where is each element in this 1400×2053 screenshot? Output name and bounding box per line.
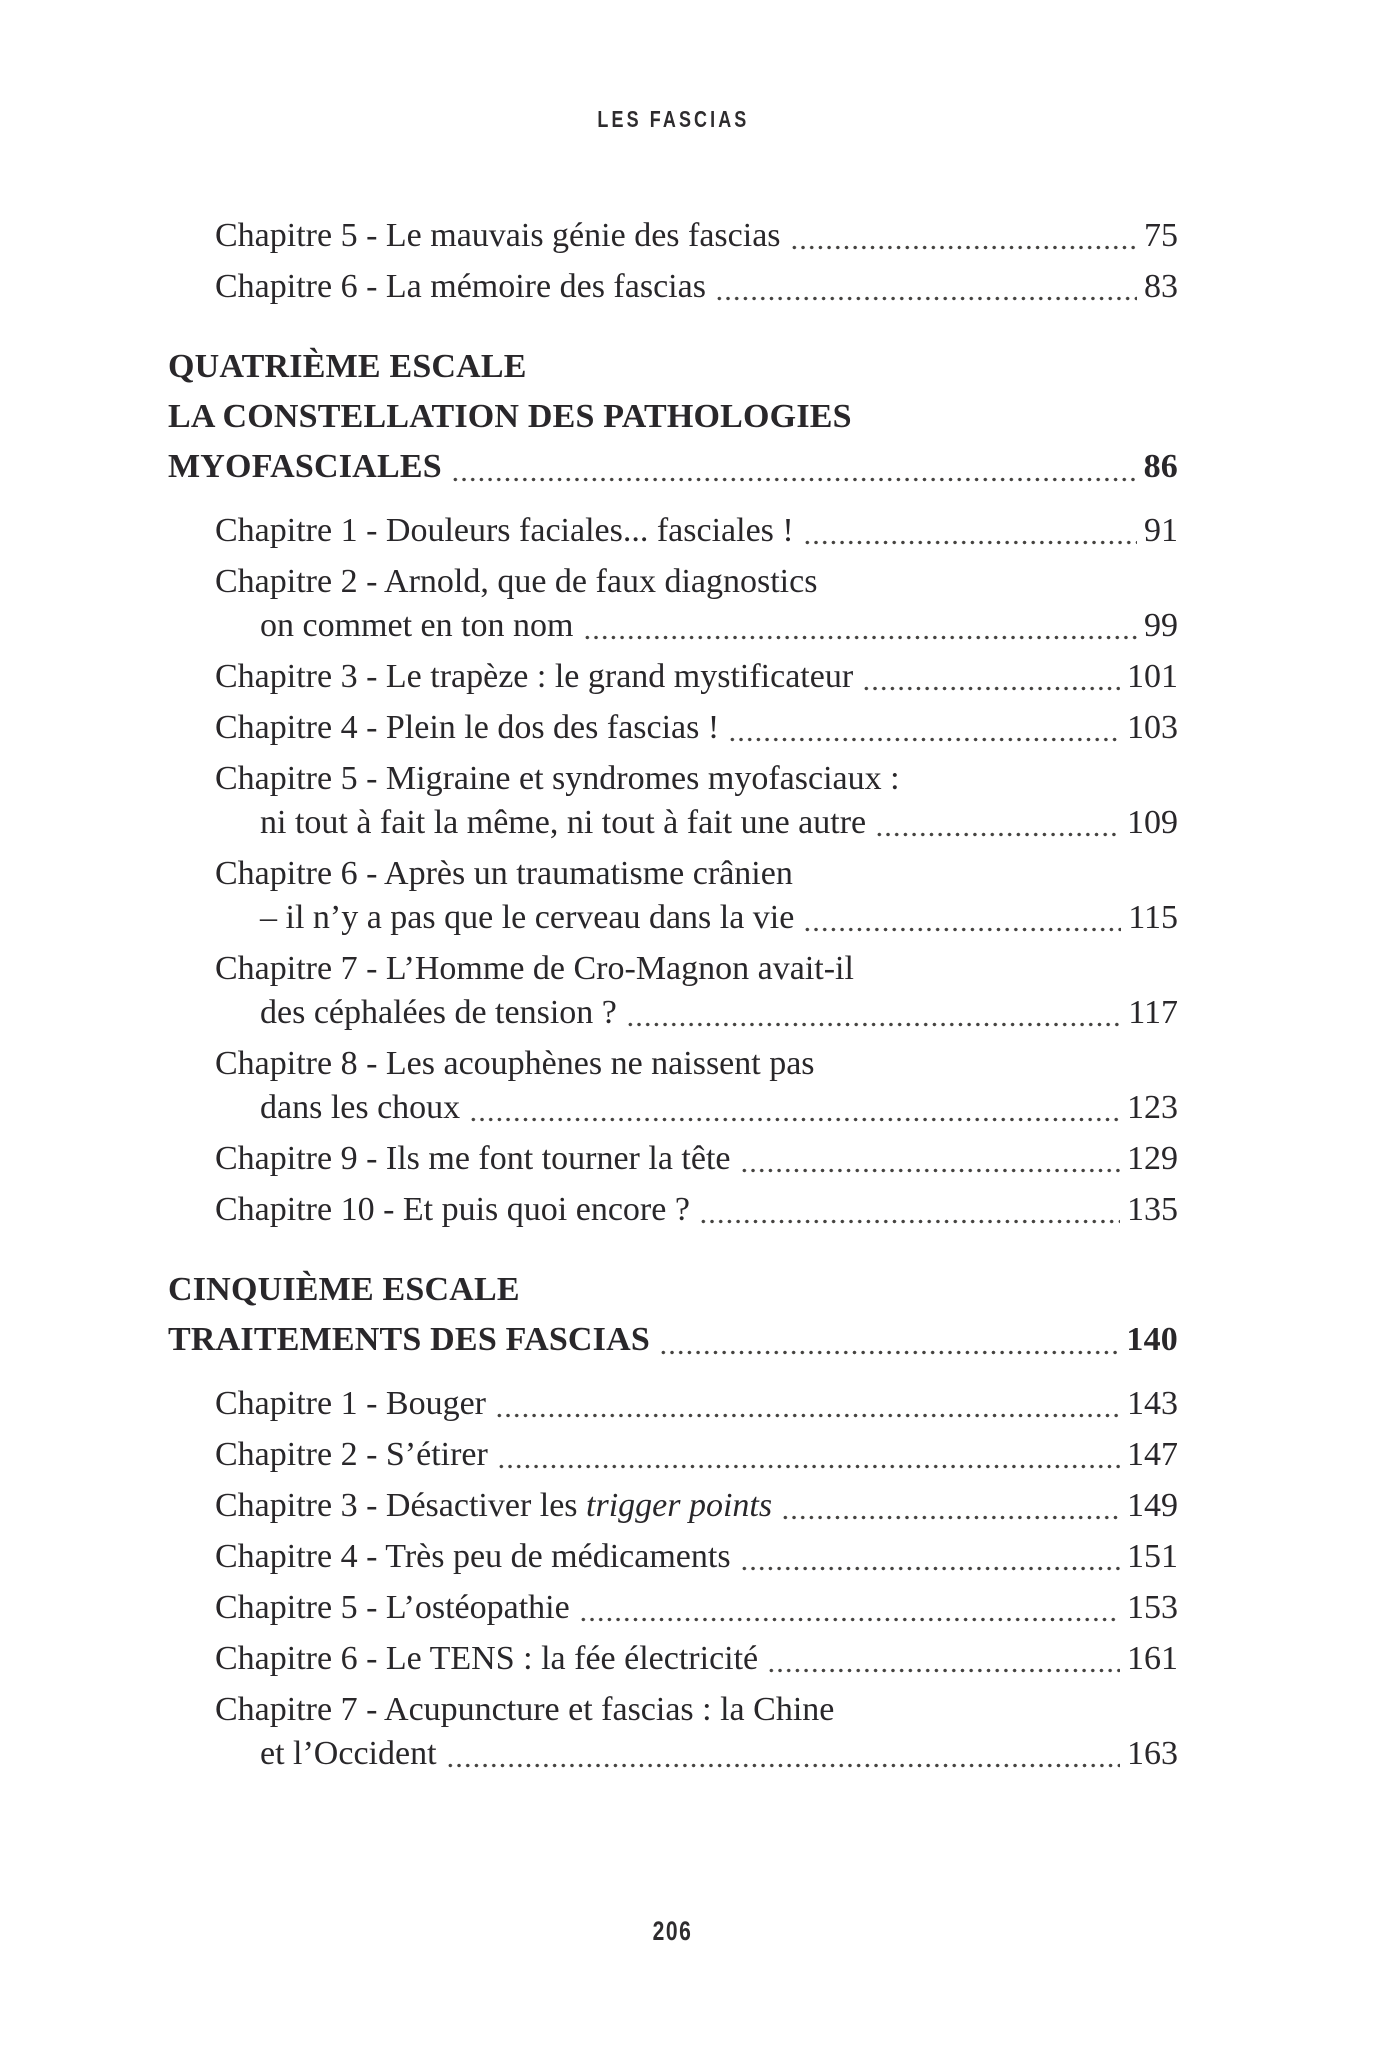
toc-entry (168, 560, 1178, 648)
dot-leader (740, 1168, 1121, 1173)
dot-leader (495, 1413, 1120, 1418)
toc-entry-row (168, 991, 1178, 1035)
page-footer (168, 1916, 1178, 1947)
toc-entry-line: Chapitre 8 - Les acouphènes ne naissent pas (215, 1045, 815, 1082)
dot-leader (875, 832, 1120, 837)
dot-leader (469, 1117, 1120, 1122)
running-head (168, 106, 1178, 133)
page-number: 151 (1127, 1538, 1178, 1575)
dot-leader (740, 1566, 1120, 1571)
toc-entry-row (168, 706, 1178, 750)
toc-entry (168, 1586, 1178, 1630)
toc-entry-row (168, 265, 1178, 309)
toc-entry-title: Chapitre 6 - La mémoire des fascias (215, 268, 706, 305)
toc-entry (168, 509, 1178, 553)
table-of-contents (168, 214, 1178, 1783)
section-heading-row (168, 442, 1178, 492)
page-number: 86 (1143, 448, 1178, 485)
toc-section (168, 214, 1178, 309)
page-number: 135 (1127, 1191, 1178, 1228)
page-number: 91 (1144, 512, 1178, 549)
toc-entry (168, 265, 1178, 309)
toc-entry-title: – il n’y a pas que le cerveau dans la vie (260, 899, 795, 936)
section-heading-line: CINQUIÈME ESCALE (168, 1271, 520, 1308)
page-number: 83 (1144, 268, 1178, 305)
dot-leader (451, 477, 1137, 482)
dot-leader (790, 245, 1137, 250)
toc-entry-title: ni tout à fait la même, ni tout à fait une autre (260, 804, 867, 841)
page-number: 163 (1127, 1735, 1178, 1772)
toc-entry-row (168, 1433, 1178, 1477)
toc-entry-line: Chapitre 7 - Acupuncture et fascias : la Chine (215, 1691, 835, 1728)
toc-entry (168, 706, 1178, 750)
toc-entry-row (168, 1586, 1178, 1630)
toc-entry-title: Chapitre 1 - Douleurs faciales... fasciales ! (215, 512, 794, 549)
toc-entry-title: et l’Occident (260, 1735, 437, 1772)
toc-entry-title: Chapitre 5 - L’ostéopathie (215, 1589, 570, 1626)
page-number: 75 (1144, 217, 1178, 254)
dot-leader (728, 737, 1120, 742)
dot-leader (699, 1219, 1120, 1224)
dot-leader (659, 1350, 1119, 1355)
toc-entry (168, 1433, 1178, 1477)
toc-entry (168, 757, 1178, 845)
page-number: 149 (1127, 1487, 1178, 1524)
toc-entry-row (168, 214, 1178, 258)
book-title: LES FASCIAS (597, 106, 749, 132)
page-number: 123 (1127, 1089, 1178, 1126)
toc-entry-row (168, 1137, 1178, 1181)
toc-entry (168, 1137, 1178, 1181)
page-number: 143 (1127, 1385, 1178, 1422)
toc-entry-row (168, 1382, 1178, 1426)
toc-entry-title: Chapitre 1 - Bouger (215, 1385, 486, 1422)
toc-entry-row (168, 1188, 1178, 1232)
dot-leader (497, 1464, 1120, 1469)
page-number: 129 (1127, 1140, 1178, 1177)
section-heading-title: MYOFASCIALES (168, 448, 442, 485)
toc-entry-line: Chapitre 2 - Arnold, que de faux diagnostics (215, 563, 818, 600)
toc-entry-title: dans les choux (260, 1089, 461, 1126)
dot-leader (626, 1022, 1121, 1027)
toc-entry-row (168, 1484, 1178, 1528)
toc-entry-title: Chapitre 2 - S’étirer (215, 1436, 488, 1473)
toc-entry (168, 1688, 1178, 1776)
toc-entry-title: Chapitre 6 - Le TENS : la fée électricité (215, 1640, 759, 1677)
section-heading-title: TRAITEMENTS DES FASCIAS (168, 1321, 650, 1358)
section-chapters (168, 214, 1178, 309)
dot-leader (781, 1515, 1120, 1520)
dot-leader (803, 540, 1137, 545)
toc-entry (168, 655, 1178, 699)
dot-leader (583, 635, 1137, 640)
toc-entry (168, 1382, 1178, 1426)
page-number: 103 (1127, 709, 1178, 746)
toc-entry-title: des céphalées de tension ? (260, 994, 617, 1031)
toc-entry-title: Chapitre 3 - Désactiver les trigger points (215, 1487, 773, 1524)
toc-entry (168, 852, 1178, 940)
toc-entry-title: Chapitre 4 - Très peu de médicaments (215, 1538, 731, 1575)
page-number: 153 (1127, 1589, 1178, 1626)
page-number: 161 (1127, 1640, 1178, 1677)
toc-entry (168, 1535, 1178, 1579)
toc-entry-row (168, 1732, 1178, 1776)
toc-entry-line: Chapitre 7 - L’Homme de Cro-Magnon avait-il (215, 950, 854, 987)
toc-entry-title: Chapitre 3 - Le trapèze : le grand mystificateur (215, 658, 854, 695)
toc-entry-line: Chapitre 6 - Après un traumatisme crânien (215, 855, 793, 892)
toc-entry-row (168, 1086, 1178, 1130)
page-number: 99 (1144, 607, 1178, 644)
toc-entry (168, 214, 1178, 258)
page-number: 147 (1127, 1436, 1178, 1473)
page-number: 115 (1128, 899, 1178, 936)
dot-leader (715, 296, 1137, 301)
page-number: 140 (1126, 1321, 1178, 1358)
toc-entry-row (168, 1535, 1178, 1579)
toc-entry-title: Chapitre 9 - Ils me font tourner la tête (215, 1140, 731, 1177)
section-heading-row (168, 1315, 1178, 1365)
toc-entry (168, 1484, 1178, 1528)
toc-entry (168, 1188, 1178, 1232)
toc-entry-row (168, 604, 1178, 648)
section-chapters (168, 509, 1178, 1232)
dot-leader (862, 686, 1120, 691)
toc-entry (168, 1637, 1178, 1681)
toc-entry-row (168, 509, 1178, 553)
toc-entry-row (168, 896, 1178, 940)
section-heading-line: LA CONSTELLATION DES PATHOLOGIES (168, 398, 852, 435)
dot-leader (446, 1763, 1120, 1768)
toc-entry-row (168, 801, 1178, 845)
folio-page-number: 206 (653, 1916, 693, 1946)
toc-section (168, 1265, 1178, 1776)
page-number: 109 (1127, 804, 1178, 841)
page-number: 101 (1127, 658, 1178, 695)
toc-entry-title: on commet en ton nom (260, 607, 574, 644)
toc-entry-title: Chapitre 10 - Et puis quoi encore ? (215, 1191, 690, 1228)
section-heading-line: QUATRIÈME ESCALE (168, 348, 527, 385)
toc-entry (168, 1042, 1178, 1130)
page-number: 117 (1128, 994, 1178, 1031)
toc-section (168, 342, 1178, 1232)
dot-leader (803, 927, 1121, 932)
dot-leader (579, 1617, 1120, 1622)
toc-entry-line: Chapitre 5 - Migraine et syndromes myofasciaux : (215, 760, 900, 797)
section-chapters (168, 1382, 1178, 1776)
toc-entry-row (168, 1637, 1178, 1681)
dot-leader (767, 1668, 1120, 1673)
toc-entry-title: Chapitre 4 - Plein le dos des fascias ! (215, 709, 720, 746)
toc-entry (168, 947, 1178, 1035)
toc-entry-title: Chapitre 5 - Le mauvais génie des fascias (215, 217, 781, 254)
toc-entry-row (168, 655, 1178, 699)
